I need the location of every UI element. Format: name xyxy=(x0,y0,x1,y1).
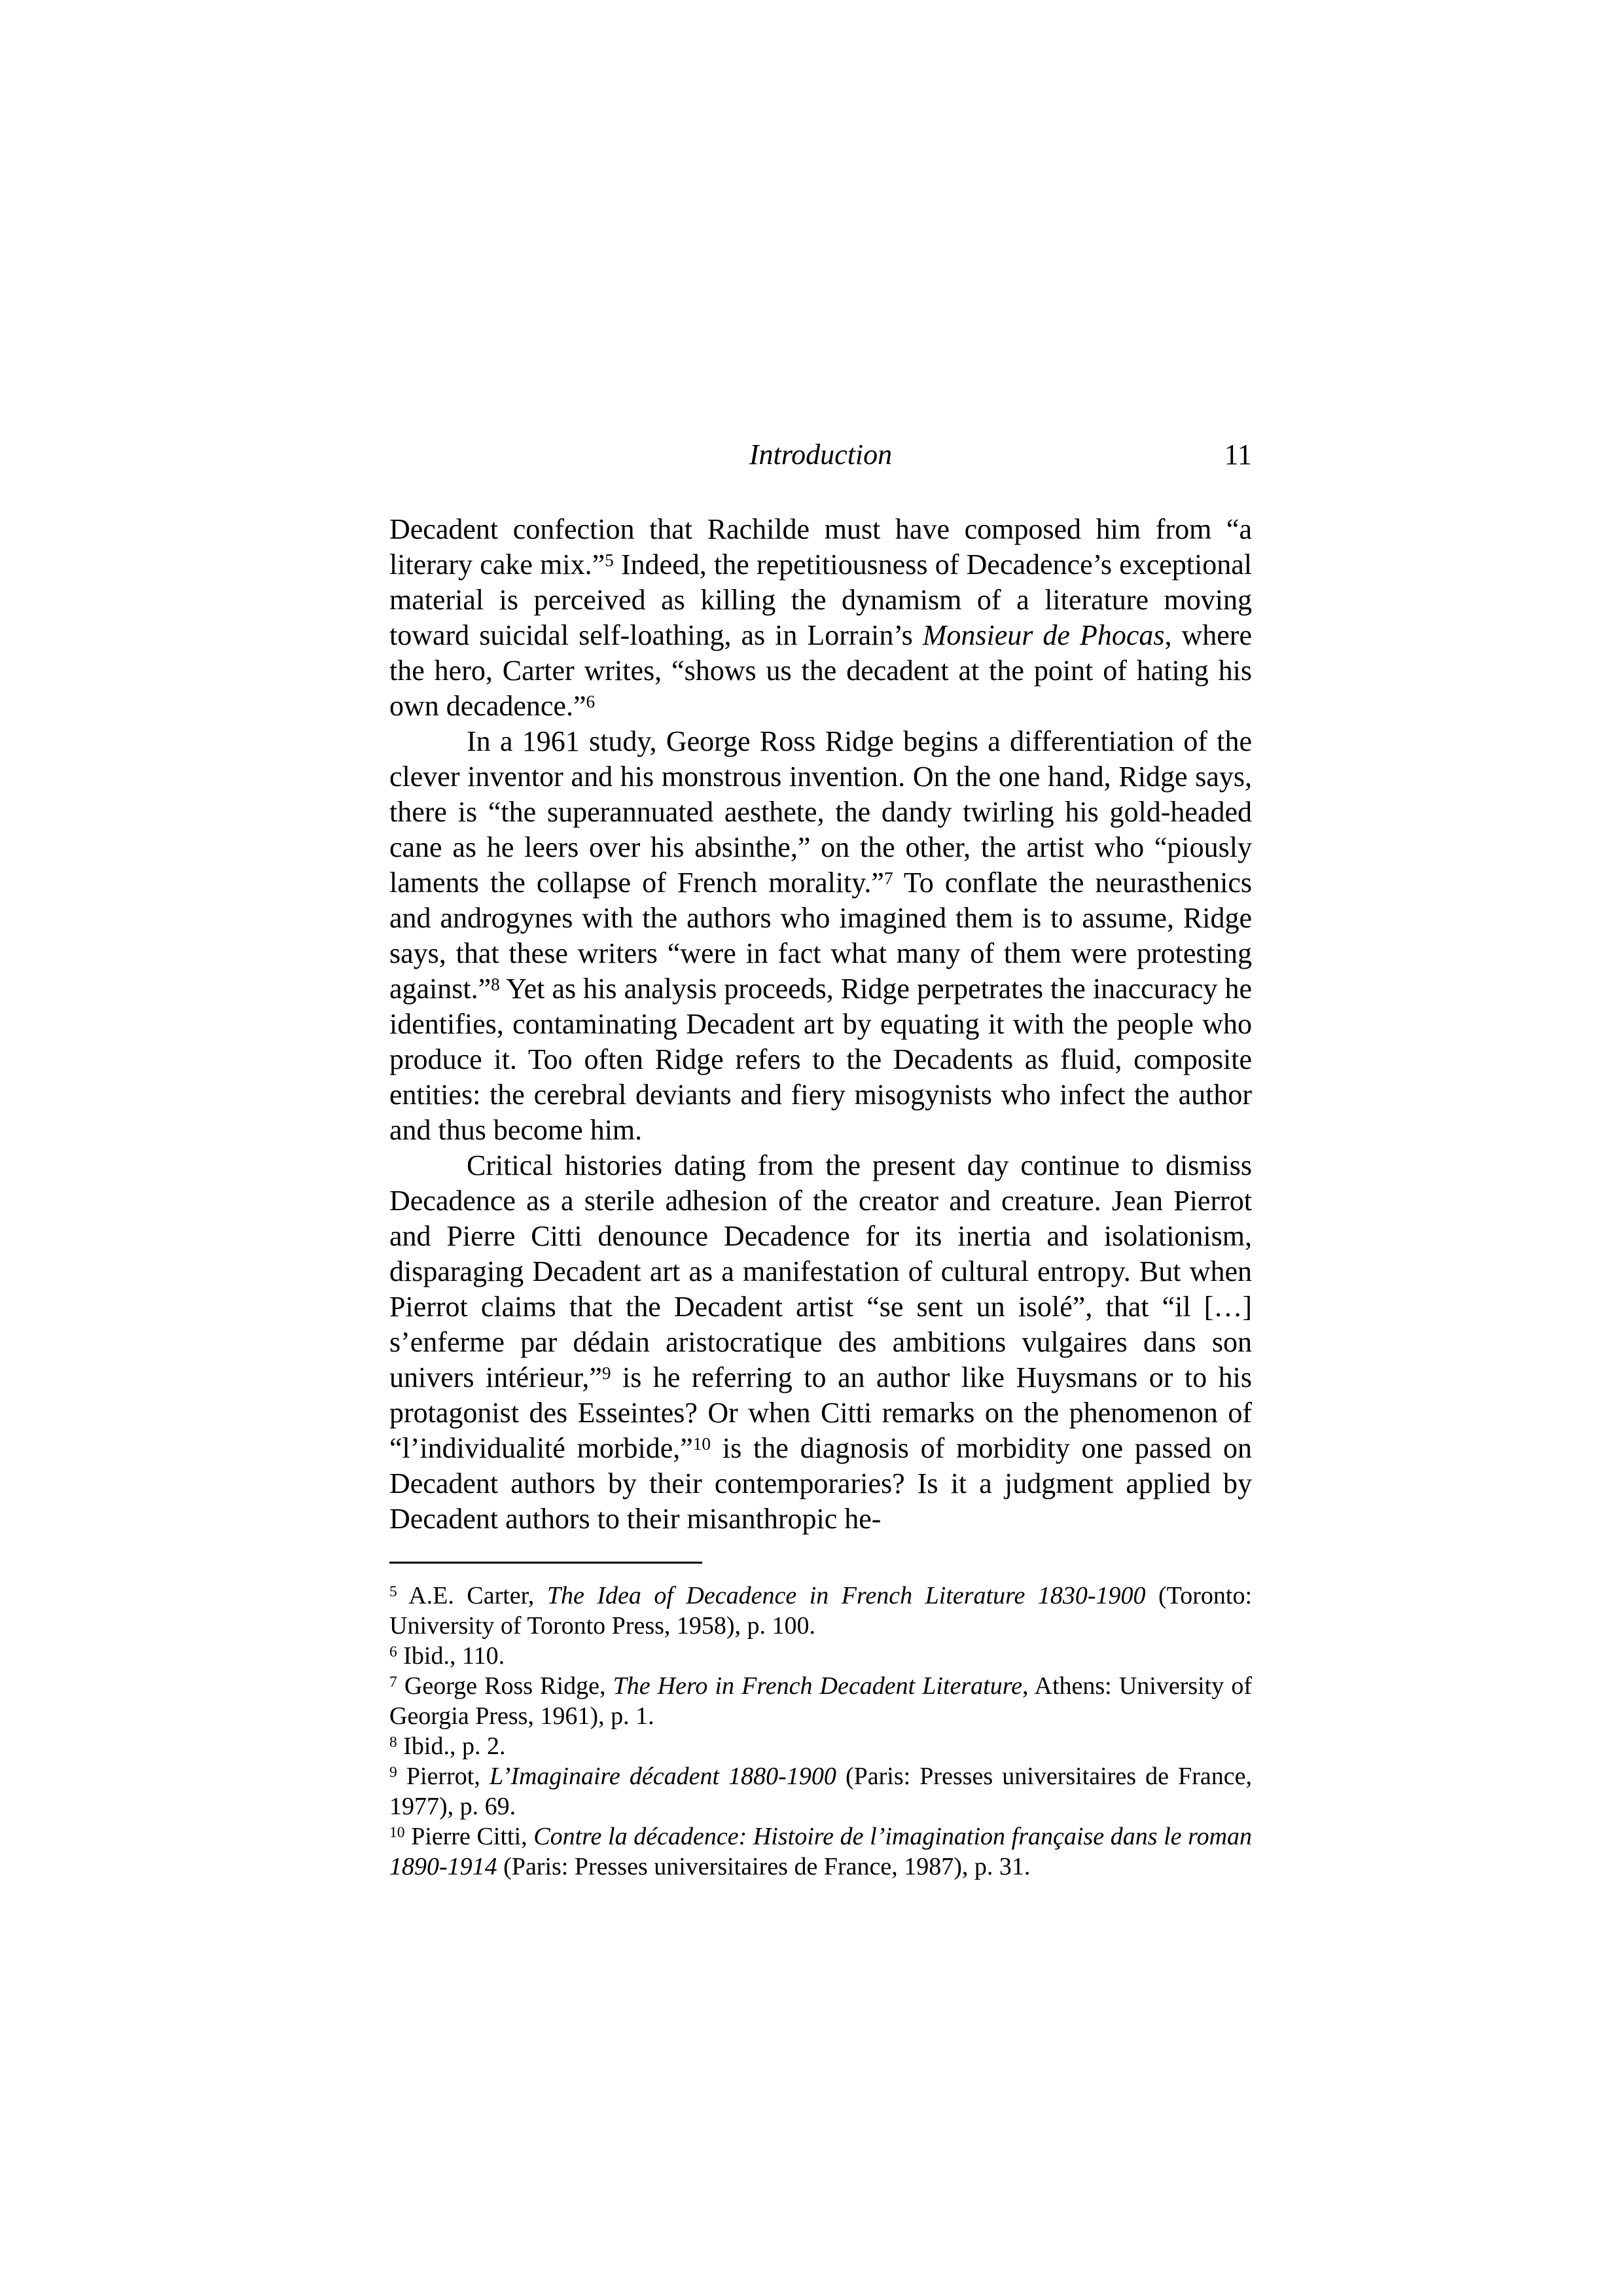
body-paragraphs xyxy=(389,512,1252,1537)
text-segment: Decadent confection that Rachilde must have composed him from “a literary cake mix.” xyxy=(389,513,1252,581)
text-segment: In a 1961 study, George Ross Ridge begins a differentiation of the clever inventor and his monstrous invention. On the one hand, Ridge says, there is “the superannuated aesthete, the dandy twirling his gold-headed cane as he leers over his absinthe,” on the other, the artist who “piously laments the collapse of French morality.” xyxy=(389,725,1252,899)
text-segment: To conflate the neurasthenics and androgynes with the authors who imagined them is to assume, Ridge says, that these writers “were in fact what many of them were protesting against.” xyxy=(389,867,1253,1005)
footnote-marker: 7 xyxy=(389,1674,397,1691)
text-segment: Critical histories dating from the present day continue to dismiss Decadence as a sterile adhesion of the creator and creature. Jean Pierrot and Pierre Citti denounce Decadence for its inertia and isolationism, disparaging Decadent art as a manifestation of cultural entropy. But when Pierrot claims that the Decadent artist “se sent un isolé”, that “il […] s’enferme par dédain aristocratique des ambitions vulgaires dans son univers intérieur,” xyxy=(389,1149,1252,1393)
chapter-title: Introduction xyxy=(749,439,893,471)
text-segment: George Ross Ridge, xyxy=(404,1672,613,1700)
text-segment: , where the hero, Carter writes, “shows us the decadent at the point of hating his own decadence.” xyxy=(389,619,1252,722)
footnote-marker: 6 xyxy=(389,1643,397,1661)
text-segment: Pierre Citti, xyxy=(411,1823,534,1850)
footnote-item xyxy=(389,1731,1252,1761)
footnote-reference: 8 xyxy=(491,974,500,994)
text-segment: is he referring to an author like Huysmans or to his protagonist des Esseintes? Or when Citti remarks on the phenomenon of “l’individualité morbide,” xyxy=(389,1361,1252,1464)
footnote-marker: 5 xyxy=(389,1583,397,1601)
italic-text-segment: Contre la décadence: Histoire de l’imagination française dans le roman 1890-1914 xyxy=(389,1823,1253,1880)
text-segment: A.E. Carter, xyxy=(408,1582,547,1609)
paragraph xyxy=(389,1148,1252,1537)
text-segment: , Athens: University of Georgia Press, 1961), p. 1. xyxy=(389,1672,1253,1730)
footnote-separator xyxy=(389,1562,702,1564)
running-head xyxy=(389,437,1252,473)
footnote-marker: 9 xyxy=(389,1764,397,1782)
italic-text-segment: Monsieur de Phocas xyxy=(922,619,1165,651)
text-segment: Ibid., p. 2. xyxy=(403,1732,506,1760)
text-segment: Yet as his analysis proceeds, Ridge perpetrates the inaccuracy he identifies, contaminating Decadent art by equating it with the people who produce it. Too often Ridge refers to the Decadents as fluid, composite entities: the cerebral deviants and fiery misogynists who infect the author and thus become him. xyxy=(389,973,1252,1146)
footnote-marker: 10 xyxy=(389,1824,405,1842)
footnote-reference: 10 xyxy=(692,1433,711,1454)
text-segment: is the diagnosis of morbidity one passed on Decadent authors by their contemporaries? Is it a judgment applied by Decadent authors to their misanthropic he- xyxy=(389,1432,1252,1535)
footnote-item xyxy=(389,1641,1252,1671)
italic-text-segment: The Idea of Decadence in French Literature 1830-1900 xyxy=(546,1582,1146,1609)
footnote-marker: 8 xyxy=(389,1734,397,1751)
page-number: 11 xyxy=(1224,439,1252,471)
text-segment: Pierrot, xyxy=(406,1763,490,1790)
text-segment: (Paris: Presses universitaires de France, 1987), p. 31. xyxy=(497,1853,1031,1880)
text-block xyxy=(389,437,1252,1882)
italic-text-segment: The Hero in French Decadent Literature xyxy=(613,1672,1022,1700)
paragraph xyxy=(389,724,1252,1148)
footnotes xyxy=(389,1581,1252,1882)
footnote-item xyxy=(389,1761,1252,1821)
footnote-reference: 5 xyxy=(605,550,614,570)
footnote-reference: 7 xyxy=(883,868,893,888)
text-segment: Ibid., 110. xyxy=(403,1642,505,1670)
italic-text-segment: L’Imaginaire décadent 1880-1900 xyxy=(489,1763,836,1790)
footnote-item xyxy=(389,1821,1252,1882)
text-segment: Indeed, the repetitiousness of Decadence’s exceptional material is perceived as killing the dynamism of a literature moving toward suicidal self-loathing, as in Lorrain’s xyxy=(389,548,1253,651)
paragraph xyxy=(389,512,1252,724)
footnote-item xyxy=(389,1671,1252,1731)
footnote-reference: 6 xyxy=(586,691,596,711)
footnote-item xyxy=(389,1581,1252,1641)
footnote-reference: 9 xyxy=(601,1363,611,1383)
text-segment: (Paris: Presses universitaires de France, 1977), p. 69. xyxy=(389,1763,1252,1820)
text-segment: (Toronto: University of Toronto Press, 1958), p. 100. xyxy=(389,1582,1253,1640)
